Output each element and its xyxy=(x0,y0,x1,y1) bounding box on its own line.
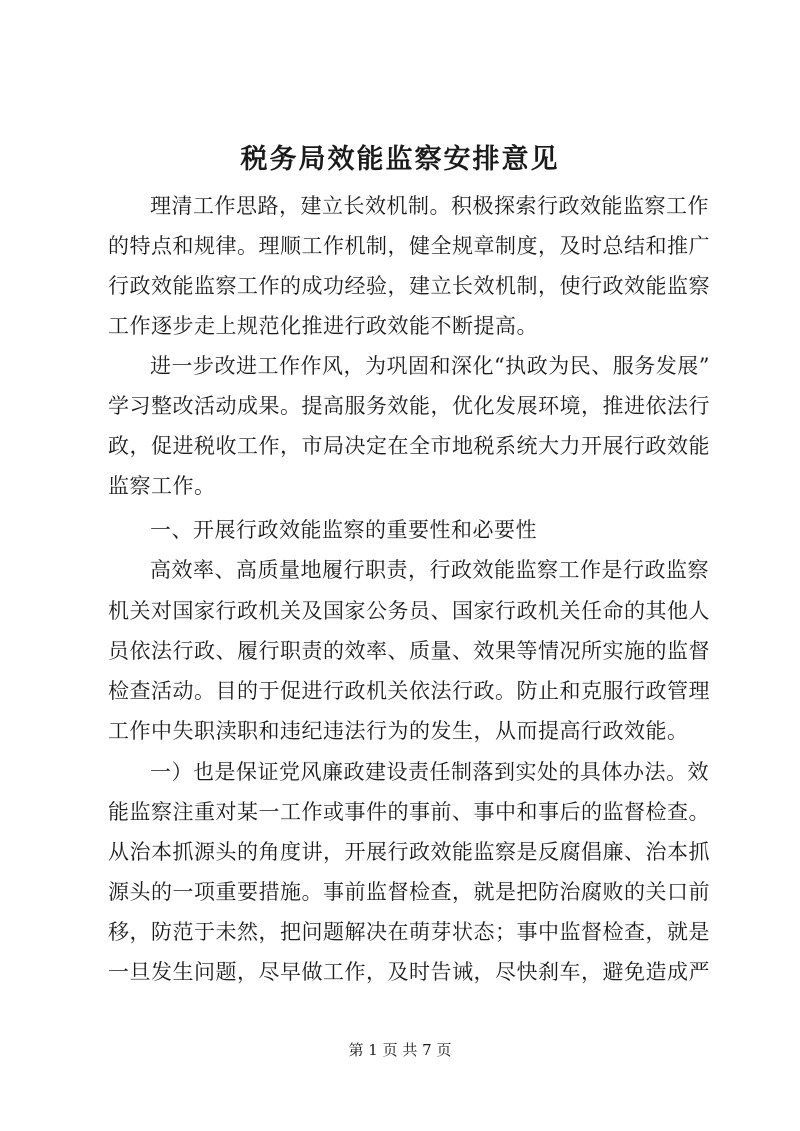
paragraph-line: 检查活动。目的于促进行政机关依法行政。防止和克服行政管理 xyxy=(108,679,710,703)
paragraph-line: 一旦发生问题，尽早做工作，及时告诫，尽快刹车，避免造成严 xyxy=(108,960,710,984)
paragraph-line: 政，促进税收工作，市局决定在全市地税系统大力开展行政效能 xyxy=(108,434,710,458)
paragraph-line: 移，防范于未然，把问题解决在萌芽状态；事中监督检查，就是 xyxy=(108,920,710,944)
paragraph-line: 学习整改活动成果。提高服务效能，优化发展环境，推进依法行 xyxy=(108,394,710,418)
paragraph-line: 从治本抓源头的角度讲，开展行政效能监察是反腐倡廉、治本抓 xyxy=(108,840,710,864)
section-heading: 一、开展行政效能监察的重要性和必要性 xyxy=(150,518,537,542)
paragraph-line: 监察工作。 xyxy=(108,474,216,498)
paragraph-line: 进一步改进工作作风，为巩固和深化“执政为民、服务发展” xyxy=(150,354,710,378)
paragraph-line: 工作逐步走上规范化推进行政效能不断提高。 xyxy=(108,314,538,338)
paragraph-line: 的特点和规律。理顺工作机制，健全规章制度，及时总结和推广 xyxy=(108,234,710,258)
paragraph-line: 理清工作思路，建立长效机制。积极探索行政效能监察工作 xyxy=(150,194,709,218)
paragraph-line: 能监察注重对某一工作或事件的事前、事中和事后的监督检查。 xyxy=(108,800,710,824)
paragraph-line: 员依法行政、履行职责的效率、质量、效果等情况所实施的监督 xyxy=(108,639,710,663)
document-title: 税务局效能监察安排意见 xyxy=(240,144,560,175)
paragraph-line: 工作中失职渎职和违纪违法行为的发生，从而提高行政效能。 xyxy=(108,719,689,743)
paragraph-line: 机关对国家行政机关及国家公务员、国家行政机关任命的其他人 xyxy=(108,599,710,623)
paragraph-line: 行政效能监察工作的成功经验，建立长效机制，使行政效能监察 xyxy=(108,274,710,298)
paragraph-line: 高效率、高质量地履行职责，行政效能监察工作是行政监察 xyxy=(150,558,709,582)
paragraph-line: 一）也是保证党风廉政建设责任制落到实处的具体办法。效 xyxy=(150,760,709,784)
paragraph-line: 源头的一项重要措施。事前监督检查，就是把防治腐败的关口前 xyxy=(108,880,710,904)
page-number-footer: 第 1 页 共 7 页 xyxy=(348,1041,452,1059)
